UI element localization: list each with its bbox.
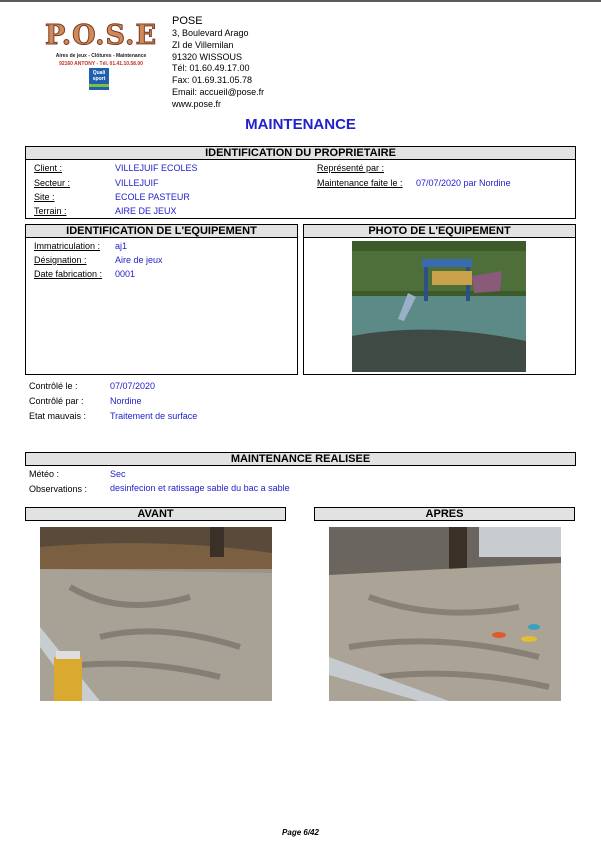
page-title: MAINTENANCE (245, 116, 356, 133)
company-logo (40, 20, 162, 94)
controle-par-label: Contrôlé par : (29, 396, 84, 406)
company-info (172, 14, 264, 111)
site-label: Site : (34, 192, 55, 202)
company-name: POSE (172, 15, 203, 27)
photo-section-header: PHOTO DE L'EQUIPEMENT (303, 224, 576, 238)
equipment-photo (352, 241, 526, 372)
logo-tagline: Aires de jeux - Clôtures - Maintenance (55, 53, 147, 59)
client-label: Client : (34, 163, 63, 173)
company-fax: Fax: 01.69.31.05.78 (172, 75, 253, 86)
apres-photo (329, 527, 561, 701)
observations-label: Observations : (29, 484, 88, 494)
immatriculation-value: aj1 (115, 241, 128, 251)
represente-label: Représenté par : (317, 163, 385, 173)
logo-wordmark: P.O.S.E (44, 20, 158, 51)
etat-mauvais-label: Etat mauvais : (29, 411, 87, 421)
designation-label: Désignation : (34, 255, 87, 265)
controle-le-value: 07/07/2020 (110, 381, 156, 391)
secteur-value: VILLEJUIF (115, 178, 159, 188)
qualisport-stripe (89, 84, 109, 87)
maintenance-section-header: MAINTENANCE REALISEE (25, 452, 576, 466)
secteur-label: Secteur : (34, 178, 71, 188)
company-address2: ZI de Villemilan (172, 39, 234, 50)
qualisport-line2: sport (92, 76, 106, 82)
site-value: ECOLE PASTEUR (115, 192, 190, 202)
meteo-label: Météo : (29, 469, 60, 479)
qualisport-line1: Quali (92, 70, 106, 76)
avant-photo (40, 527, 272, 701)
maintenance-date-label: Maintenance faite le : (317, 178, 403, 188)
controle-par-value: Nordine (110, 396, 142, 406)
etat-mauvais-value: Traitement de surface (110, 411, 198, 421)
maintenance-date-value: 07/07/2020 par Nordine (416, 178, 511, 188)
observations-value: desinfecion et ratissage sable du bac a sable (110, 483, 290, 493)
controle-le-label: Contrôlé le : (29, 381, 78, 391)
page-number: Page 6/42 (282, 828, 319, 837)
company-website[interactable]: www.pose.fr (172, 98, 222, 109)
equipment-section-header: IDENTIFICATION DE L'EQUIPEMENT (25, 224, 298, 238)
company-tel: Tél: 01.60.49.17.00 (172, 63, 250, 74)
company-email[interactable]: Email: accueil@pose.fr (172, 86, 265, 97)
terrain-value: AIRE DE JEUX (115, 206, 177, 216)
top-border (0, 0, 601, 2)
meteo-value: Sec (110, 469, 126, 479)
company-address1: 3, Boulevard Arago (172, 28, 249, 38)
qualisport-badge (89, 68, 109, 90)
owner-section-header: IDENTIFICATION DU PROPRIETAIRE (25, 146, 576, 160)
logo-address: 92160 ANTONY - Tél. 01.41.10.58.00 (59, 61, 143, 67)
date-fabrication-label: Date fabrication : (34, 269, 103, 279)
client-value: VILLEJUIF ECOLES (115, 163, 198, 173)
avant-header: AVANT (25, 507, 286, 521)
date-fabrication-value: 0001 (115, 269, 136, 279)
immatriculation-label: Immatriculation : (34, 241, 101, 251)
company-address3: 91320 WISSOUS (172, 51, 243, 62)
apres-header: APRES (314, 507, 575, 521)
terrain-label: Terrain : (34, 206, 67, 216)
designation-value: Aire de jeux (115, 255, 163, 265)
